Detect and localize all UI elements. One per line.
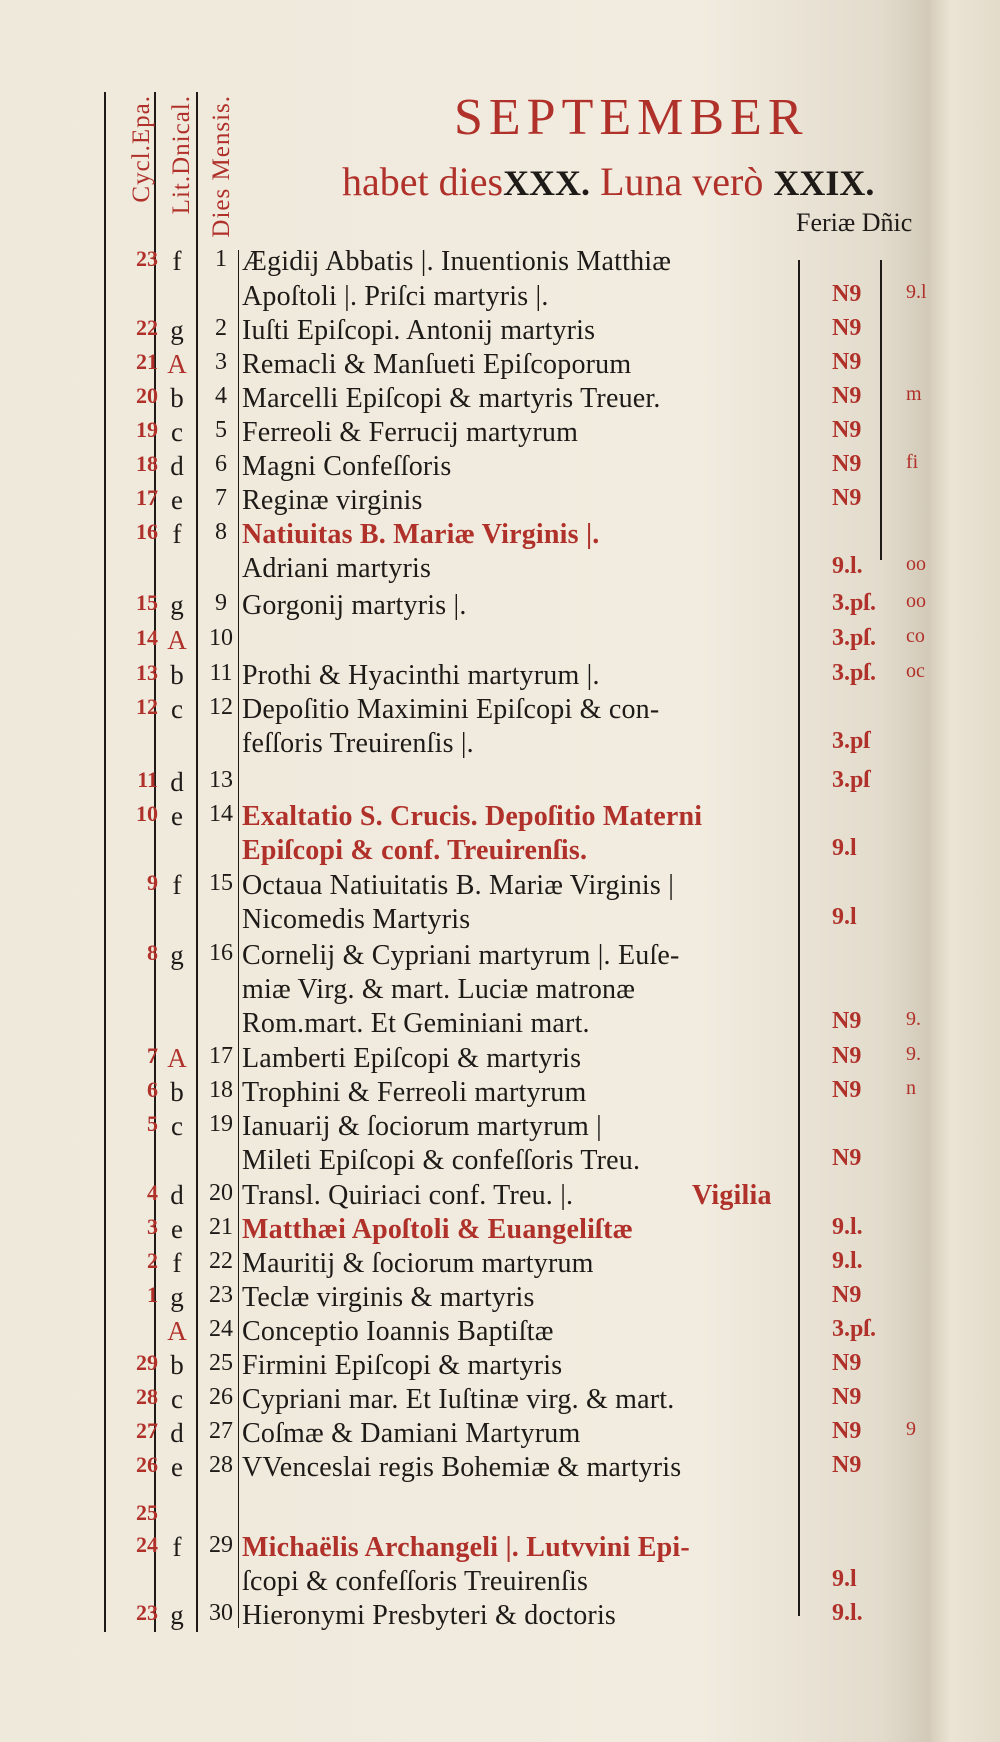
habet-dies: habet dies — [342, 159, 504, 204]
feast-entry: Hieronymi Presbyteri & doctoris — [242, 1600, 617, 1631]
epact-number: 11 — [137, 767, 158, 792]
feast-entry: Ianuarij & ſociorum martyrum | — [242, 1111, 602, 1142]
dies-count: XXX. — [503, 163, 591, 203]
month-title: SEPTEMBER — [454, 89, 809, 146]
feast-entry: miæ Virg. & mart. Luciæ matronæ — [242, 974, 636, 1005]
feriae-secondary-mark: n — [906, 1077, 916, 1099]
rule-text-right — [798, 260, 800, 1616]
epact-number: 25 — [136, 1500, 158, 1525]
day-of-month: 7 — [215, 485, 227, 511]
epact-number: 19 — [136, 417, 158, 442]
epact-number: 16 — [136, 519, 158, 544]
feast-entry: Magni Confeſſoris — [242, 451, 452, 482]
day-of-month: 15 — [209, 870, 233, 896]
feriae-mark: 3.pſ. — [832, 625, 877, 651]
dominical-letter: f — [172, 1248, 182, 1278]
feast-entry: VVenceslai regis Bohemiæ & martyris — [242, 1452, 682, 1483]
epact-number: 3 — [147, 1214, 158, 1239]
page-edge-shadow — [930, 0, 1000, 1742]
day-of-month: 1 — [215, 246, 227, 272]
dominical-letter: A — [167, 625, 187, 655]
feriae-mark: N9 — [832, 417, 862, 443]
feriae-mark: N9 — [832, 485, 862, 511]
dominical-letter: e — [171, 1452, 183, 1482]
dominical-letter: b — [170, 1077, 184, 1107]
dominical-letter: b — [170, 1350, 184, 1380]
feriae-secondary-mark: co — [906, 625, 925, 647]
dominical-letter: g — [170, 1600, 184, 1630]
dominical-letter: d — [170, 1418, 184, 1448]
epact-number: 28 — [136, 1384, 158, 1409]
vigilia-note: Vigilia — [692, 1180, 772, 1211]
epact-number: 9 — [147, 870, 158, 895]
rule-left — [104, 92, 106, 1632]
epact-number: 24 — [136, 1532, 158, 1557]
day-of-month: 10 — [209, 625, 233, 651]
day-of-month: 4 — [215, 383, 227, 409]
epact-number: 23 — [136, 246, 158, 271]
feriae-mark: N9 — [832, 1418, 862, 1444]
day-of-month: 12 — [209, 694, 233, 720]
day-of-month: 22 — [209, 1248, 233, 1274]
day-of-month: 5 — [215, 417, 227, 443]
feriae-mark: N9 — [832, 1008, 862, 1034]
day-of-month: 17 — [209, 1043, 233, 1069]
day-of-month: 13 — [209, 767, 233, 793]
feriae-mark: N9 — [832, 1145, 862, 1171]
day-of-month: 8 — [215, 519, 227, 545]
epact-number: 15 — [136, 590, 158, 615]
dominical-letter: g — [170, 590, 184, 620]
day-of-month: 14 — [209, 801, 233, 827]
epact-number: 7 — [147, 1043, 158, 1068]
feast-entry: Cornelij & Cypriani martyrum |. Euſe- — [242, 940, 680, 971]
dominical-letter: f — [172, 1532, 182, 1562]
epact-number: 22 — [136, 315, 158, 340]
epact-number: 26 — [136, 1452, 158, 1477]
dominical-letter: c — [171, 1111, 183, 1141]
subtitle — [342, 158, 874, 205]
dominical-letter: c — [171, 417, 183, 447]
day-of-month: 3 — [215, 349, 227, 375]
feriae-mark: 9.l — [832, 835, 857, 861]
dominical-letter: A — [167, 1043, 187, 1073]
feast-entry: Marcelli Epiſcopi & martyris Treuer. — [242, 383, 661, 414]
dominical-letter: A — [167, 349, 187, 379]
dominical-letter: f — [172, 519, 182, 549]
luna-vero: Luna verò — [600, 159, 764, 204]
epact-number: 13 — [136, 660, 158, 685]
epact-number: 27 — [136, 1418, 158, 1443]
column-head-cycle: Cycl.Epa. — [128, 95, 155, 203]
feast-entry: Firmini Epiſcopi & martyris — [242, 1350, 563, 1381]
dominical-letter: c — [171, 694, 183, 724]
day-of-month: 25 — [209, 1350, 233, 1376]
dominical-letter: b — [170, 383, 184, 413]
day-of-month: 23 — [209, 1282, 233, 1308]
feast-entry: Prothi & Hyacinthi martyrum |. — [242, 660, 600, 691]
feriae-mark: 3.pſ — [832, 767, 871, 793]
day-of-month: 28 — [209, 1452, 233, 1478]
feriae-mark: 3.pſ. — [832, 1316, 877, 1342]
feriae-secondary-mark: 9.l — [906, 281, 927, 303]
dominical-letter: f — [172, 246, 182, 276]
feriae-mark: 9.l. — [832, 1600, 863, 1626]
feast-entry: Nicomedis Martyris — [242, 904, 471, 935]
dominical-letter: d — [170, 451, 184, 481]
feriae-heading: Feriæ Dñic — [796, 208, 913, 237]
dominical-letter: g — [170, 1282, 184, 1312]
feast-entry: Trophini & Ferreoli martyrum — [242, 1077, 587, 1108]
feriae-secondary-mark: 9 — [906, 1418, 916, 1440]
feast-entry: Octaua Natiuitatis B. Mariæ Virginis | — [242, 870, 675, 901]
feast-entry: Coſmæ & Damiani Martyrum — [242, 1418, 581, 1449]
epact-number: 4 — [147, 1180, 158, 1205]
epact-number: 1 — [147, 1282, 158, 1307]
feast-entry: feſſoris Treuirenſis |. — [242, 728, 474, 759]
day-of-month: 6 — [215, 451, 227, 477]
feast-entry: Exaltatio S. Crucis. Depoſitio Materni — [242, 801, 703, 832]
epact-number: 29 — [136, 1350, 158, 1375]
dominical-letter: g — [170, 940, 184, 970]
epact-number: 12 — [136, 694, 158, 719]
dominical-letter: b — [170, 660, 184, 690]
epact-number: 8 — [147, 940, 158, 965]
feast-entry: Remacli & Manſueti Epiſcoporum — [242, 349, 632, 380]
feriae-mark: 9.l. — [832, 1214, 863, 1240]
feriae-secondary-mark: oc — [906, 660, 925, 682]
day-of-month: 9 — [215, 590, 227, 616]
feriae-mark: 9.l. — [832, 553, 863, 579]
feast-entry: Conceptio Ioannis Baptiſtæ — [242, 1316, 554, 1347]
day-of-month: 26 — [209, 1384, 233, 1410]
feast-entry: Michaëlis Archangeli |. Lutvvini Epi- — [242, 1532, 690, 1563]
rule-letter — [196, 92, 198, 1632]
feriae-mark: 9.l. — [832, 1248, 863, 1274]
epact-number: 18 — [136, 451, 158, 476]
dominical-letter: d — [170, 767, 184, 797]
feriae-secondary-mark: fi — [906, 451, 919, 473]
epact-number: 6 — [147, 1077, 158, 1102]
feast-entry: Depoſitio Maximini Epiſcopi & con- — [242, 694, 660, 725]
feriae-mark: N9 — [832, 451, 862, 477]
feast-entry: Iuſti Epiſcopi. Antonij martyris — [242, 315, 596, 346]
feast-entry: Matthæi Apoſtoli & Euangeliſtæ — [242, 1214, 634, 1245]
epact-number: 23 — [136, 1600, 158, 1625]
epact-number: 14 — [136, 625, 158, 650]
feriae-mark: N9 — [832, 349, 862, 375]
feast-entry: Mileti Epiſcopi & confeſſoris Treu. — [242, 1145, 641, 1176]
feriae-mark: N9 — [832, 1282, 862, 1308]
feriae-mark: N9 — [832, 281, 862, 307]
dominical-letter: g — [170, 315, 184, 345]
dominical-letter: e — [171, 1214, 183, 1244]
dominical-letter: e — [171, 801, 183, 831]
feriae-mark: 3.pſ. — [832, 660, 877, 686]
epact-number: 10 — [136, 801, 158, 826]
epact-number: 2 — [147, 1248, 158, 1273]
day-of-month: 24 — [209, 1316, 233, 1342]
feriae-secondary-mark: oo — [906, 553, 926, 575]
dominical-letter: d — [170, 1180, 184, 1210]
day-of-month: 21 — [209, 1214, 233, 1240]
day-of-month: 27 — [209, 1418, 233, 1444]
feriae-mark: N9 — [832, 1452, 862, 1478]
day-of-month: 19 — [209, 1111, 233, 1137]
feast-entry: Ferreoli & Ferrucij martyrum — [242, 417, 579, 448]
feriae-mark: 9.l — [832, 1566, 857, 1592]
column-head-letter: Lit.Dnical. — [168, 95, 195, 215]
dominical-letter: A — [167, 1316, 187, 1346]
column-head-day: Dies Mensis. — [208, 95, 235, 238]
feriae-mark: 3.pſ — [832, 728, 871, 754]
day-of-month: 2 — [215, 315, 227, 341]
feriae-secondary-mark: m — [906, 383, 922, 405]
feriae-secondary-mark: oo — [906, 590, 926, 612]
day-of-month: 18 — [209, 1077, 233, 1103]
feast-entry: Natiuitas B. Mariæ Virginis |. — [242, 519, 600, 550]
feast-entry: Mauritij & ſociorum martyrum — [242, 1248, 594, 1279]
feast-entry: Gorgonij martyris |. — [242, 590, 467, 621]
feast-entry: ſcopi & confeſſoris Treuirenſis — [242, 1566, 589, 1597]
feriae-mark: N9 — [832, 315, 862, 341]
feriae-mark: 3.pſ. — [832, 590, 877, 616]
feriae-secondary-mark: 9. — [906, 1008, 921, 1030]
day-of-month: 29 — [209, 1532, 233, 1558]
feast-entry: Epiſcopi & conf. Treuirenſis. — [242, 835, 588, 866]
feast-entry: Rom.mart. Et Geminiani mart. — [242, 1008, 590, 1039]
feriae-mark: N9 — [832, 1043, 862, 1069]
epact-number: 21 — [136, 349, 158, 374]
rule-feriae-right — [880, 260, 882, 560]
feast-entry: Lamberti Epiſcopi & martyris — [242, 1043, 582, 1074]
feriae-mark: N9 — [832, 383, 862, 409]
feast-entry: Cypriani mar. Et Iuſtinæ virg. & mart. — [242, 1384, 675, 1415]
dominical-letter: f — [172, 870, 182, 900]
feast-entry: Adriani martyris — [242, 553, 432, 584]
day-of-month: 20 — [209, 1180, 233, 1206]
epact-number: 5 — [147, 1111, 158, 1136]
dominical-letter: e — [171, 485, 183, 515]
dominical-letter: c — [171, 1384, 183, 1414]
feast-entry: Teclæ virginis & martyris — [242, 1282, 535, 1313]
feast-entry: Reginæ virginis — [242, 485, 423, 516]
feriae-mark: N9 — [832, 1077, 862, 1103]
feriae-secondary-mark: 9. — [906, 1043, 921, 1065]
feriae-mark: 9.l — [832, 904, 857, 930]
feast-entry: Apoſtoli |. Priſci martyris |. — [242, 281, 549, 312]
day-of-month: 30 — [209, 1600, 233, 1626]
feast-entry: Ægidij Abbatis |. Inuentionis Matthiæ — [242, 246, 672, 277]
day-of-month: 16 — [209, 940, 233, 966]
feast-entry: Transl. Quiriaci conf. Treu. |. — [242, 1180, 574, 1211]
feriae-mark: N9 — [832, 1350, 862, 1376]
epact-number: 17 — [136, 485, 158, 510]
epact-number: 20 — [136, 383, 158, 408]
feriae-mark: N9 — [832, 1384, 862, 1410]
luna-count: XXIX. — [773, 163, 875, 203]
day-of-month: 11 — [209, 660, 233, 686]
